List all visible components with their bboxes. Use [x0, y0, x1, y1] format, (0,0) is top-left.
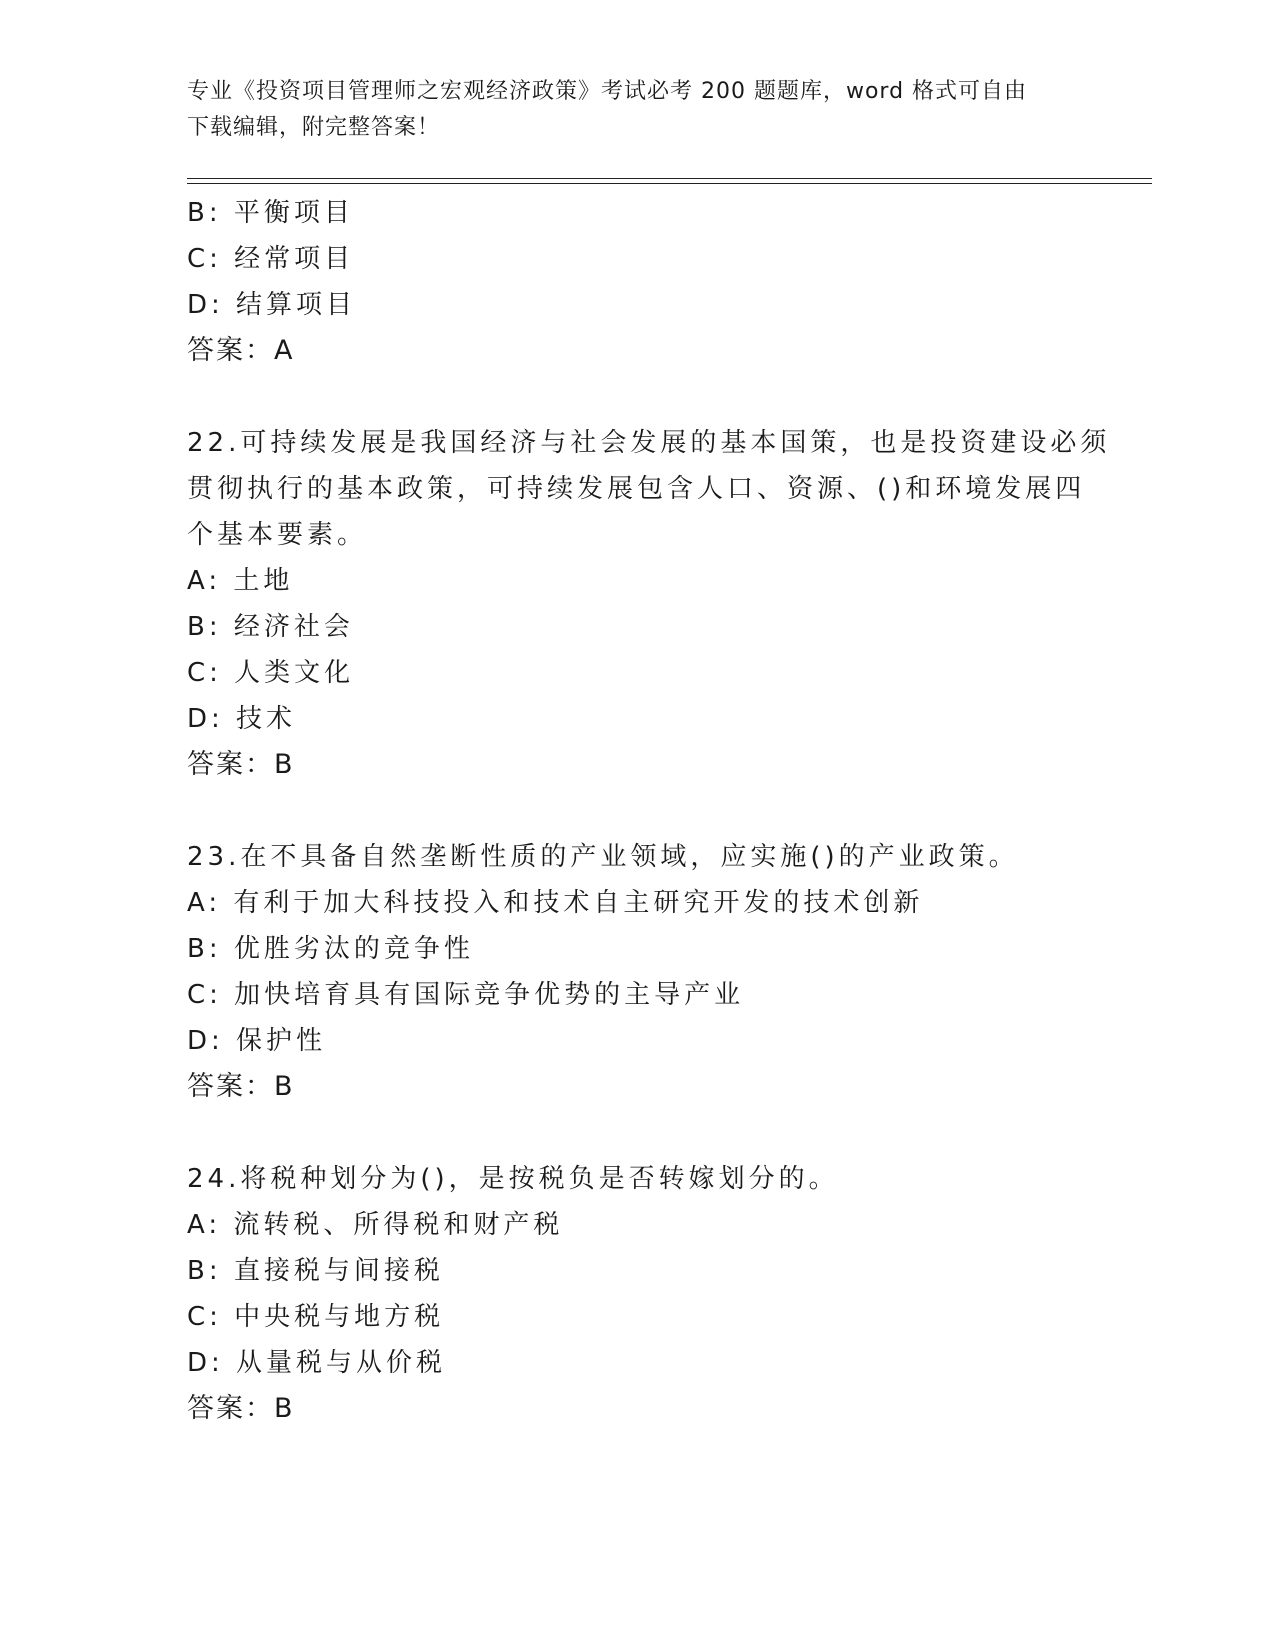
- q22-option-d: D: 技术: [187, 704, 297, 734]
- question-23: [187, 834, 1087, 1110]
- q23-option-c: C: 加快培育具有国际竞争优势的主导产业: [187, 980, 745, 1010]
- q24-stem-line-1: 24.将税种划分为()，是按税负是否转嫁划分的。: [187, 1164, 839, 1194]
- q22-option-a: A: 土地: [187, 566, 294, 596]
- spacer: [187, 788, 1087, 834]
- q22-option-b: B: 经济社会: [187, 612, 354, 642]
- q21-option-b: B: 平衡项目: [187, 198, 354, 228]
- document-header: [187, 74, 1067, 146]
- q22-stem-line-2: 贯彻执行的基本政策，可持续发展包含人口、资源、()和环境发展四: [187, 474, 1086, 504]
- q22-option-c: C: 人类文化: [187, 658, 355, 688]
- q23-stem-line-1: 23.在不具备自然垄断性质的产业领域，应实施()的产业政策。: [187, 842, 1019, 872]
- q24-option-d: D: 从量税与从价税: [187, 1348, 447, 1378]
- q24-option-b: B: 直接税与间接税: [187, 1256, 444, 1286]
- q23-option-a: A: 有利于加大科技投入和技术自主研究开发的技术创新: [187, 888, 924, 918]
- q22-stem-line-3: 个基本要素。: [187, 520, 368, 550]
- header-line-2: 下载编辑，附完整答案！: [187, 115, 441, 140]
- q21-option-d: D: 结算项目: [187, 290, 357, 320]
- question-content: [187, 190, 1111, 1432]
- q24-option-c: C: 中央税与地方税: [187, 1302, 445, 1332]
- q23-option-b: B: 优胜劣汰的竞争性: [187, 934, 474, 964]
- spacer: [187, 1110, 1087, 1156]
- question-22: [187, 420, 1111, 788]
- q23-option-d: D: 保护性: [187, 1026, 327, 1056]
- spacer: [187, 374, 1087, 420]
- header-divider: [187, 178, 1152, 184]
- question-24: [187, 1156, 1087, 1432]
- q22-answer: 答案：B: [187, 749, 295, 780]
- q24-option-a: A: 流转税、所得税和财产税: [187, 1210, 564, 1240]
- q23-answer: 答案：B: [187, 1071, 295, 1102]
- q21-answer: 答案：A: [187, 335, 295, 366]
- question-21: [187, 190, 1087, 374]
- q21-option-c: C: 经常项目: [187, 244, 355, 274]
- q22-stem-line-1: 22.可持续发展是我国经济与社会发展的基本国策，也是投资建设必须: [187, 428, 1111, 458]
- header-line-1: 专业《投资项目管理师之宏观经济政策》考试必考 200 题题库，word 格式可自由: [187, 79, 1028, 104]
- q24-answer: 答案：B: [187, 1393, 295, 1424]
